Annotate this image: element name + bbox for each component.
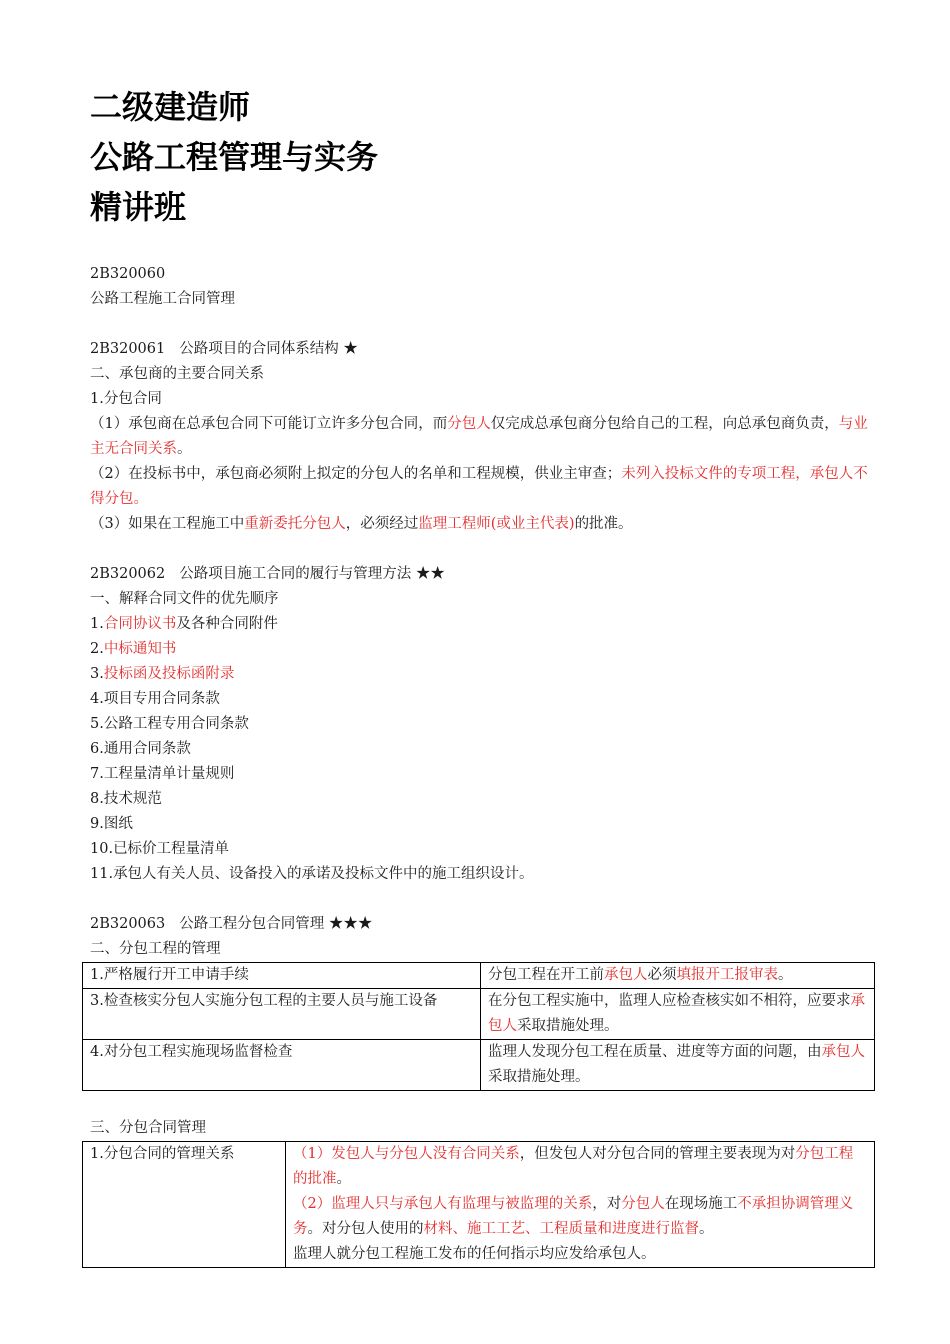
highlight: 承包人 xyxy=(604,967,648,983)
list-number: 10. xyxy=(90,841,114,857)
highlight: （1）发包人与分包人没有合同关系 xyxy=(293,1146,520,1162)
subheading: 三、分包合同管理 xyxy=(90,1120,206,1136)
item-heading: 1.分包合同 xyxy=(90,391,162,407)
paragraph-2 xyxy=(90,462,875,512)
chapter-code: 2B320060 xyxy=(90,266,166,282)
section-heading-2b320062 xyxy=(90,562,875,587)
list-item xyxy=(90,662,875,687)
text: 工程量清单计量规则 xyxy=(103,766,235,782)
list-item xyxy=(90,837,875,862)
text: 分包工程在开工前 xyxy=(488,967,604,983)
highlight: 承包人 xyxy=(488,993,865,1034)
text: 公路工程专用合同条款 xyxy=(103,716,249,732)
text: （3）如果在工程施工中 xyxy=(90,516,245,532)
highlight: 与业主无合同关系 xyxy=(90,416,868,457)
document-page xyxy=(90,82,875,1268)
text: 。 xyxy=(699,1221,714,1237)
subheading: 一、解释合同文件的优先顺序 xyxy=(90,591,279,607)
list-number: 3. xyxy=(90,666,104,682)
chapter-name: 公路工程施工合同管理 xyxy=(90,291,235,307)
list-item xyxy=(90,712,875,737)
section-code: 2B320063 xyxy=(90,916,166,932)
list-number: 2. xyxy=(90,641,104,657)
highlight: 合同协议书 xyxy=(103,616,177,632)
list-number: 11. xyxy=(90,866,114,882)
text: 已标价工程量清单 xyxy=(113,841,230,857)
table-cell xyxy=(481,989,875,1040)
table-row xyxy=(83,1142,875,1268)
table-row xyxy=(83,1040,875,1091)
text: （2）在投标书中，承包商必须附上拟定的分包人的名单和工程规模，供业主审查； xyxy=(90,466,622,482)
text: ，但发包人对分包合同的管理主要表现为对 xyxy=(519,1146,796,1162)
text: 采取措施处理。 xyxy=(517,1018,619,1034)
text: （1）承包商在总承包合同下可能订立许多分包合同，而 xyxy=(90,416,448,432)
highlight: 监理工程师(或业主代表) xyxy=(418,516,575,532)
list-item xyxy=(90,787,875,812)
text: 的批准。 xyxy=(574,516,633,532)
subcontract-management-table xyxy=(82,1141,875,1268)
section-heading-2b320063 xyxy=(90,912,875,937)
table-row xyxy=(83,989,875,1040)
highlight: 重新委托分包人 xyxy=(244,516,346,532)
text: 监理人就分包工程施工发布的任何指示均应发给承包人。 xyxy=(293,1246,656,1262)
importance-stars: ★★★ xyxy=(328,916,373,932)
text: ，必须经过 xyxy=(345,516,419,532)
highlight: 分包工程的批准 xyxy=(293,1146,854,1187)
highlight: 未列入投标文件的专项工程，承包人不得分包。 xyxy=(90,466,868,507)
highlight: 中标通知书 xyxy=(103,641,177,657)
highlight: 分包人 xyxy=(447,416,491,432)
text: 仅完成总承包商分包给自己的工程，向总承包商负责， xyxy=(490,416,839,432)
section-name: 公路项目的合同体系结构 xyxy=(179,341,339,357)
table-cell: 1.严格履行开工申请手续 xyxy=(83,963,481,989)
text: 必须 xyxy=(647,967,677,983)
table-cell xyxy=(286,1142,875,1268)
table-row xyxy=(83,963,875,989)
highlight: 填报开工报审表 xyxy=(676,967,778,983)
subheading: 二、分包工程的管理 xyxy=(90,941,221,957)
text: 在现场施工 xyxy=(664,1196,738,1212)
highlight: 分包人 xyxy=(621,1196,665,1212)
list-item xyxy=(90,812,875,837)
subcontract-work-table xyxy=(82,962,875,1091)
list-item xyxy=(90,687,875,712)
section-code: 2B320061 xyxy=(90,341,166,357)
list-number: 8. xyxy=(90,791,104,807)
importance-stars: ★ xyxy=(343,341,358,357)
highlight: 承包人 xyxy=(821,1044,865,1060)
text: 在分包工程实施中，监理人应检查核实如不相符，应要求 xyxy=(488,993,851,1009)
paragraph-1 xyxy=(90,412,875,462)
text: 通用合同条款 xyxy=(103,741,191,757)
list-number: 9. xyxy=(90,816,104,832)
doc-title-line-2: 公路工程管理与实务 xyxy=(90,138,379,176)
list-item xyxy=(90,862,875,887)
text: 。 xyxy=(177,441,192,457)
list-item xyxy=(90,612,875,637)
list-number: 1. xyxy=(90,616,104,632)
doc-title-line-1: 二级建造师 xyxy=(90,88,251,126)
text: ，对 xyxy=(592,1196,622,1212)
list-item xyxy=(90,737,875,762)
text: 监理人发现分包工程在质量、进度等方面的问题，由 xyxy=(488,1044,822,1060)
paragraph-3 xyxy=(90,512,875,537)
text: 技术规范 xyxy=(103,791,162,807)
importance-stars: ★★ xyxy=(415,566,445,582)
highlight: （2）监理人只与承包人有监理与被监理的关系 xyxy=(293,1196,593,1212)
text: 采取措施处理。 xyxy=(488,1069,590,1085)
highlight: 不承担协调管理义务 xyxy=(293,1196,854,1237)
section-code: 2B320062 xyxy=(90,566,166,582)
text: 。对分包人使用的 xyxy=(307,1221,424,1237)
list-number: 6. xyxy=(90,741,104,757)
doc-title-line-3: 精讲班 xyxy=(90,188,187,226)
section-name: 公路工程分包合同管理 xyxy=(179,916,325,932)
table-cell xyxy=(481,1040,875,1091)
text: 图纸 xyxy=(103,816,133,832)
list-number: 4. xyxy=(90,691,104,707)
highlight: 材料、施工工艺、工程质量和进度进行监督 xyxy=(423,1221,699,1237)
subheading: 二、承包商的主要合同关系 xyxy=(90,366,264,382)
list-number: 5. xyxy=(90,716,104,732)
text: 承包人有关人员、设备投入的承诺及投标文件中的施工组织设计。 xyxy=(113,866,534,882)
table-cell: 4.对分包工程实施现场监督检查 xyxy=(83,1040,481,1091)
section-name: 公路项目施工合同的履行与管理方法 xyxy=(179,566,412,582)
text: 。 xyxy=(778,967,793,983)
text: 。 xyxy=(336,1171,351,1187)
text: 及各种合同附件 xyxy=(176,616,278,632)
table-cell: 3.检查核实分包人实施分包工程的主要人员与施工设备 xyxy=(83,989,481,1040)
list-number: 7. xyxy=(90,766,104,782)
table-cell: 1.分包合同的管理关系 xyxy=(83,1142,286,1268)
table-cell xyxy=(481,963,875,989)
text: 项目专用合同条款 xyxy=(103,691,220,707)
section-heading-2b320061 xyxy=(90,337,875,362)
highlight: 投标函及投标函附录 xyxy=(103,666,235,682)
list-item xyxy=(90,762,875,787)
list-item xyxy=(90,637,875,662)
priority-list xyxy=(90,612,875,887)
